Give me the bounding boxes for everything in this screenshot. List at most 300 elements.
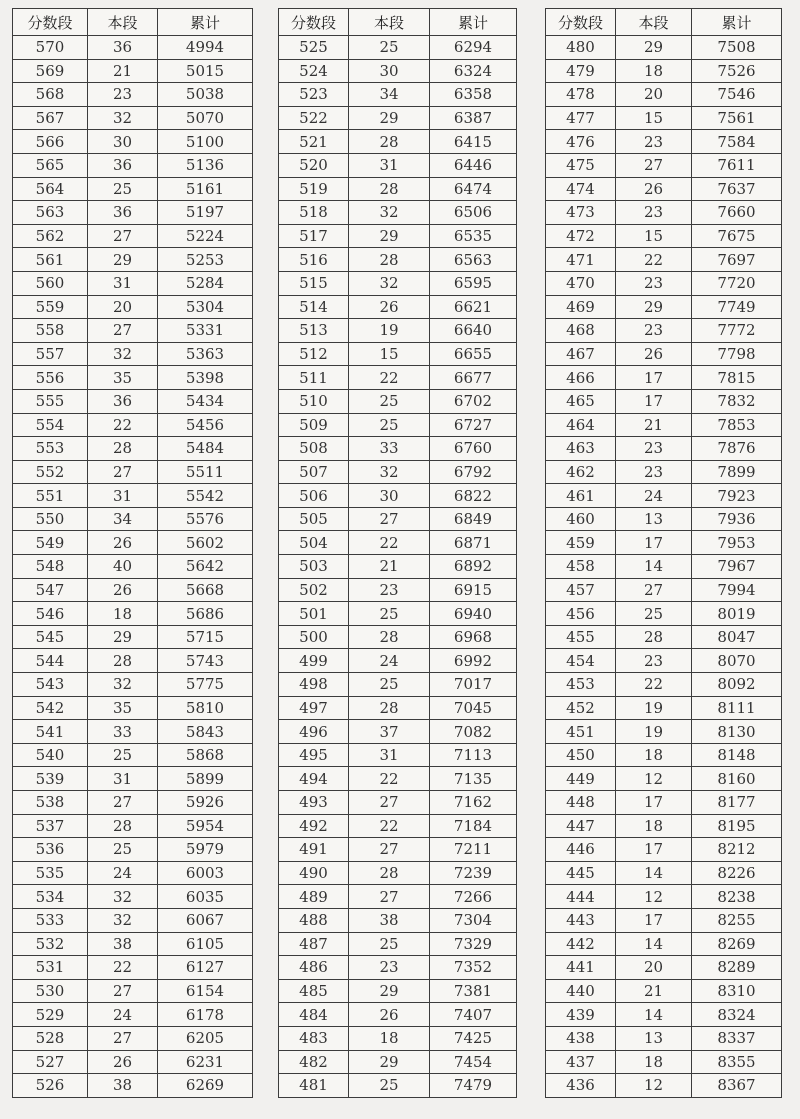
cell-score: 503 [279,555,349,579]
cell-count: 28 [88,437,158,461]
cell-cumulative: 6655 [430,342,517,366]
cell-count: 38 [349,908,430,932]
cell-count: 25 [349,673,430,697]
cell-score: 439 [546,1003,616,1027]
cell-score: 541 [13,720,88,744]
cell-cumulative: 6003 [158,861,253,885]
cell-score: 505 [279,507,349,531]
cell-cumulative: 7407 [430,1003,517,1027]
cell-count: 23 [616,201,692,225]
header-count: 本段 [88,9,158,36]
cell-cumulative: 7815 [692,366,782,390]
cell-cumulative: 6506 [430,201,517,225]
cell-count: 25 [88,743,158,767]
cell-score: 533 [13,908,88,932]
header-count: 本段 [616,9,692,36]
cell-count: 21 [616,979,692,1003]
cell-score: 508 [279,437,349,461]
table-row [279,1050,517,1074]
table-row [13,437,253,461]
table-row [13,1026,253,1050]
cell-count: 18 [349,1026,430,1050]
cell-cumulative: 6621 [430,295,517,319]
cell-score: 542 [13,696,88,720]
cell-count: 36 [88,389,158,413]
table-row [546,649,782,673]
table-row [546,130,782,154]
table-row [13,1050,253,1074]
cell-count: 22 [349,814,430,838]
cell-cumulative: 6892 [430,555,517,579]
cell-cumulative: 7425 [430,1026,517,1050]
cell-cumulative: 7135 [430,767,517,791]
cell-cumulative: 6968 [430,625,517,649]
cell-count: 22 [349,366,430,390]
cell-count: 20 [616,83,692,107]
table-row [546,484,782,508]
cell-cumulative: 7832 [692,389,782,413]
header-row [13,9,253,36]
cell-score: 496 [279,720,349,744]
cell-cumulative: 6474 [430,177,517,201]
cell-cumulative: 7953 [692,531,782,555]
cell-cumulative: 7266 [430,885,517,909]
cell-count: 27 [349,838,430,862]
table-row [13,625,253,649]
cell-cumulative: 7113 [430,743,517,767]
cell-count: 18 [616,743,692,767]
cell-score: 469 [546,295,616,319]
cell-cumulative: 8130 [692,720,782,744]
cell-cumulative: 7772 [692,319,782,343]
cell-cumulative: 6760 [430,437,517,461]
table-row [13,743,253,767]
cell-count: 17 [616,791,692,815]
cell-cumulative: 8092 [692,673,782,697]
cell-cumulative: 6915 [430,578,517,602]
cell-count: 15 [349,342,430,366]
cell-cumulative: 5398 [158,366,253,390]
cell-score: 514 [279,295,349,319]
table-row [546,956,782,980]
cell-cumulative: 4994 [158,36,253,60]
cell-cumulative: 7017 [430,673,517,697]
cell-score: 494 [279,767,349,791]
cell-count: 12 [616,767,692,791]
cell-count: 32 [88,342,158,366]
cell-cumulative: 5576 [158,507,253,531]
cell-score: 569 [13,59,88,83]
cell-cumulative: 8310 [692,979,782,1003]
cell-score: 553 [13,437,88,461]
cell-cumulative: 5253 [158,248,253,272]
table-row [546,177,782,201]
cell-cumulative: 8148 [692,743,782,767]
cell-score: 489 [279,885,349,909]
cell-count: 33 [349,437,430,461]
cell-score: 536 [13,838,88,862]
cell-score: 566 [13,130,88,154]
table-row [279,319,517,343]
table-row [13,319,253,343]
cell-cumulative: 6294 [430,36,517,60]
cell-cumulative: 6387 [430,106,517,130]
table-row [546,460,782,484]
table-row [279,437,517,461]
cell-cumulative: 5331 [158,319,253,343]
cell-count: 26 [349,1003,430,1027]
cell-count: 28 [349,861,430,885]
cell-score: 470 [546,271,616,295]
header-score: 分数段 [13,9,88,36]
cell-score: 460 [546,507,616,531]
cell-count: 24 [88,1003,158,1027]
table-row [546,743,782,767]
cell-cumulative: 8355 [692,1050,782,1074]
cell-score: 562 [13,224,88,248]
table-row [546,366,782,390]
table-row [13,460,253,484]
cell-count: 23 [88,83,158,107]
cell-score: 478 [546,83,616,107]
cell-count: 25 [349,413,430,437]
table-row [13,201,253,225]
cell-cumulative: 7561 [692,106,782,130]
cell-cumulative: 6269 [158,1074,253,1098]
cell-score: 459 [546,531,616,555]
table-row [13,130,253,154]
table-row [13,342,253,366]
table-row [279,555,517,579]
cell-count: 30 [349,59,430,83]
table-row [546,201,782,225]
table-row [546,153,782,177]
cell-cumulative: 6822 [430,484,517,508]
table-row [13,106,253,130]
cell-score: 438 [546,1026,616,1050]
cell-cumulative: 6178 [158,1003,253,1027]
cell-count: 26 [88,531,158,555]
cell-cumulative: 5686 [158,602,253,626]
header-score: 分数段 [279,9,349,36]
cell-cumulative: 7508 [692,36,782,60]
cell-count: 25 [349,1074,430,1098]
cell-count: 13 [616,1026,692,1050]
cell-score: 492 [279,814,349,838]
cell-count: 24 [88,861,158,885]
table-row [13,1003,253,1027]
table-row [279,248,517,272]
cell-cumulative: 5456 [158,413,253,437]
cell-score: 527 [13,1050,88,1074]
table-row [13,248,253,272]
cell-count: 27 [349,791,430,815]
cell-score: 519 [279,177,349,201]
cell-count: 30 [349,484,430,508]
cell-cumulative: 7304 [430,908,517,932]
table-row [13,932,253,956]
cell-count: 18 [88,602,158,626]
table-row [279,1003,517,1027]
cell-score: 444 [546,885,616,909]
table-row [279,507,517,531]
cell-score: 551 [13,484,88,508]
table-row [13,578,253,602]
cell-cumulative: 7329 [430,932,517,956]
table-row [546,531,782,555]
cell-cumulative: 7798 [692,342,782,366]
cell-count: 14 [616,1003,692,1027]
cell-score: 556 [13,366,88,390]
table-row [546,1026,782,1050]
cell-count: 29 [88,625,158,649]
table-row [13,153,253,177]
cell-score: 560 [13,271,88,295]
cell-count: 15 [616,106,692,130]
cell-count: 25 [349,36,430,60]
cell-count: 27 [88,1026,158,1050]
header-cumulative: 累计 [430,9,517,36]
cell-score: 441 [546,956,616,980]
cell-count: 12 [616,1074,692,1098]
cell-score: 513 [279,319,349,343]
header-count: 本段 [349,9,430,36]
cell-score: 558 [13,319,88,343]
header-cumulative: 累计 [692,9,782,36]
cell-count: 26 [88,578,158,602]
table-row [546,555,782,579]
cell-score: 464 [546,413,616,437]
cell-score: 538 [13,791,88,815]
table-row [13,484,253,508]
cell-score: 565 [13,153,88,177]
table-row [279,743,517,767]
cell-score: 477 [546,106,616,130]
cell-cumulative: 6035 [158,885,253,909]
cell-count: 25 [349,389,430,413]
cell-score: 447 [546,814,616,838]
table-row [546,1003,782,1027]
cell-cumulative: 8289 [692,956,782,980]
cell-cumulative: 6992 [430,649,517,673]
cell-cumulative: 7479 [430,1074,517,1098]
table-row [546,861,782,885]
cell-count: 26 [616,177,692,201]
cell-cumulative: 5926 [158,791,253,815]
cell-count: 23 [349,956,430,980]
table-row [13,908,253,932]
cell-cumulative: 8019 [692,602,782,626]
cell-count: 14 [616,932,692,956]
cell-count: 23 [616,130,692,154]
cell-cumulative: 8367 [692,1074,782,1098]
cell-cumulative: 6231 [158,1050,253,1074]
cell-count: 40 [88,555,158,579]
cell-score: 515 [279,271,349,295]
cell-score: 465 [546,389,616,413]
cell-cumulative: 8269 [692,932,782,956]
cell-count: 36 [88,153,158,177]
table-row [279,224,517,248]
cell-count: 27 [616,578,692,602]
table-row [279,791,517,815]
table-row [279,484,517,508]
cell-count: 23 [616,437,692,461]
header-row [279,9,517,36]
cell-cumulative: 5197 [158,201,253,225]
cell-score: 495 [279,743,349,767]
cell-score: 449 [546,767,616,791]
cell-cumulative: 5775 [158,673,253,697]
table-row [279,366,517,390]
cell-cumulative: 6127 [158,956,253,980]
cell-score: 504 [279,531,349,555]
cell-cumulative: 7720 [692,271,782,295]
table-row [546,932,782,956]
cell-cumulative: 6415 [430,130,517,154]
cell-count: 17 [616,838,692,862]
cell-count: 36 [88,36,158,60]
cell-cumulative: 6105 [158,932,253,956]
cell-count: 35 [88,366,158,390]
cell-score: 554 [13,413,88,437]
cell-count: 27 [88,460,158,484]
cell-count: 27 [88,319,158,343]
cell-cumulative: 6067 [158,908,253,932]
table-row [279,578,517,602]
table-row [279,389,517,413]
cell-score: 452 [546,696,616,720]
cell-score: 450 [546,743,616,767]
cell-score: 461 [546,484,616,508]
cell-score: 446 [546,838,616,862]
cell-cumulative: 7967 [692,555,782,579]
cell-score: 468 [546,319,616,343]
cell-score: 507 [279,460,349,484]
cell-score: 479 [546,59,616,83]
table-row [13,555,253,579]
cell-cumulative: 6535 [430,224,517,248]
cell-score: 518 [279,201,349,225]
cell-score: 448 [546,791,616,815]
cell-count: 18 [616,59,692,83]
cell-count: 28 [349,696,430,720]
table-row [13,885,253,909]
cell-score: 473 [546,201,616,225]
cell-count: 34 [349,83,430,107]
cell-count: 32 [349,460,430,484]
cell-score: 521 [279,130,349,154]
table-row [279,271,517,295]
cell-count: 24 [616,484,692,508]
cell-score: 516 [279,248,349,272]
cell-score: 510 [279,389,349,413]
cell-cumulative: 5038 [158,83,253,107]
cell-score: 501 [279,602,349,626]
cell-cumulative: 5100 [158,130,253,154]
cell-count: 30 [88,130,158,154]
cell-score: 455 [546,625,616,649]
cell-score: 545 [13,625,88,649]
cell-score: 474 [546,177,616,201]
cell-cumulative: 8070 [692,649,782,673]
table-row [546,389,782,413]
table-row [279,767,517,791]
cell-score: 568 [13,83,88,107]
cell-count: 28 [349,625,430,649]
cell-score: 472 [546,224,616,248]
cell-score: 490 [279,861,349,885]
cell-count: 27 [88,979,158,1003]
cell-count: 18 [616,1050,692,1074]
cell-cumulative: 5070 [158,106,253,130]
table-row [279,1026,517,1050]
cell-count: 28 [88,814,158,838]
table-row [279,1074,517,1098]
cell-count: 28 [88,649,158,673]
cell-cumulative: 6792 [430,460,517,484]
cell-score: 543 [13,673,88,697]
cell-count: 32 [88,885,158,909]
cell-score: 534 [13,885,88,909]
cell-score: 483 [279,1026,349,1050]
cell-cumulative: 5284 [158,271,253,295]
cell-score: 525 [279,36,349,60]
table-row [546,767,782,791]
cell-count: 22 [349,531,430,555]
cell-count: 29 [616,295,692,319]
table-row [279,531,517,555]
cell-score: 475 [546,153,616,177]
table-row [13,791,253,815]
cell-cumulative: 7994 [692,578,782,602]
cell-count: 12 [616,885,692,909]
cell-cumulative: 6640 [430,319,517,343]
cell-score: 500 [279,625,349,649]
cell-count: 31 [88,484,158,508]
table-row [13,389,253,413]
cell-count: 25 [616,602,692,626]
table-row [546,979,782,1003]
cell-count: 31 [88,271,158,295]
cell-cumulative: 7082 [430,720,517,744]
cell-count: 26 [349,295,430,319]
cell-cumulative: 8111 [692,696,782,720]
score-table-right [545,8,782,1098]
cell-cumulative: 7899 [692,460,782,484]
cell-score: 457 [546,578,616,602]
cell-score: 480 [546,36,616,60]
cell-count: 32 [349,271,430,295]
score-table-middle [278,8,517,1098]
cell-count: 32 [88,673,158,697]
table-row [13,956,253,980]
cell-count: 26 [616,342,692,366]
cell-score: 512 [279,342,349,366]
cell-cumulative: 8226 [692,861,782,885]
cell-cumulative: 5810 [158,696,253,720]
cell-count: 32 [349,201,430,225]
table-row [279,673,517,697]
cell-cumulative: 5511 [158,460,253,484]
table-row [279,153,517,177]
cell-score: 463 [546,437,616,461]
cell-cumulative: 7454 [430,1050,517,1074]
table-row [546,908,782,932]
cell-score: 493 [279,791,349,815]
cell-count: 17 [616,908,692,932]
cell-count: 18 [616,814,692,838]
